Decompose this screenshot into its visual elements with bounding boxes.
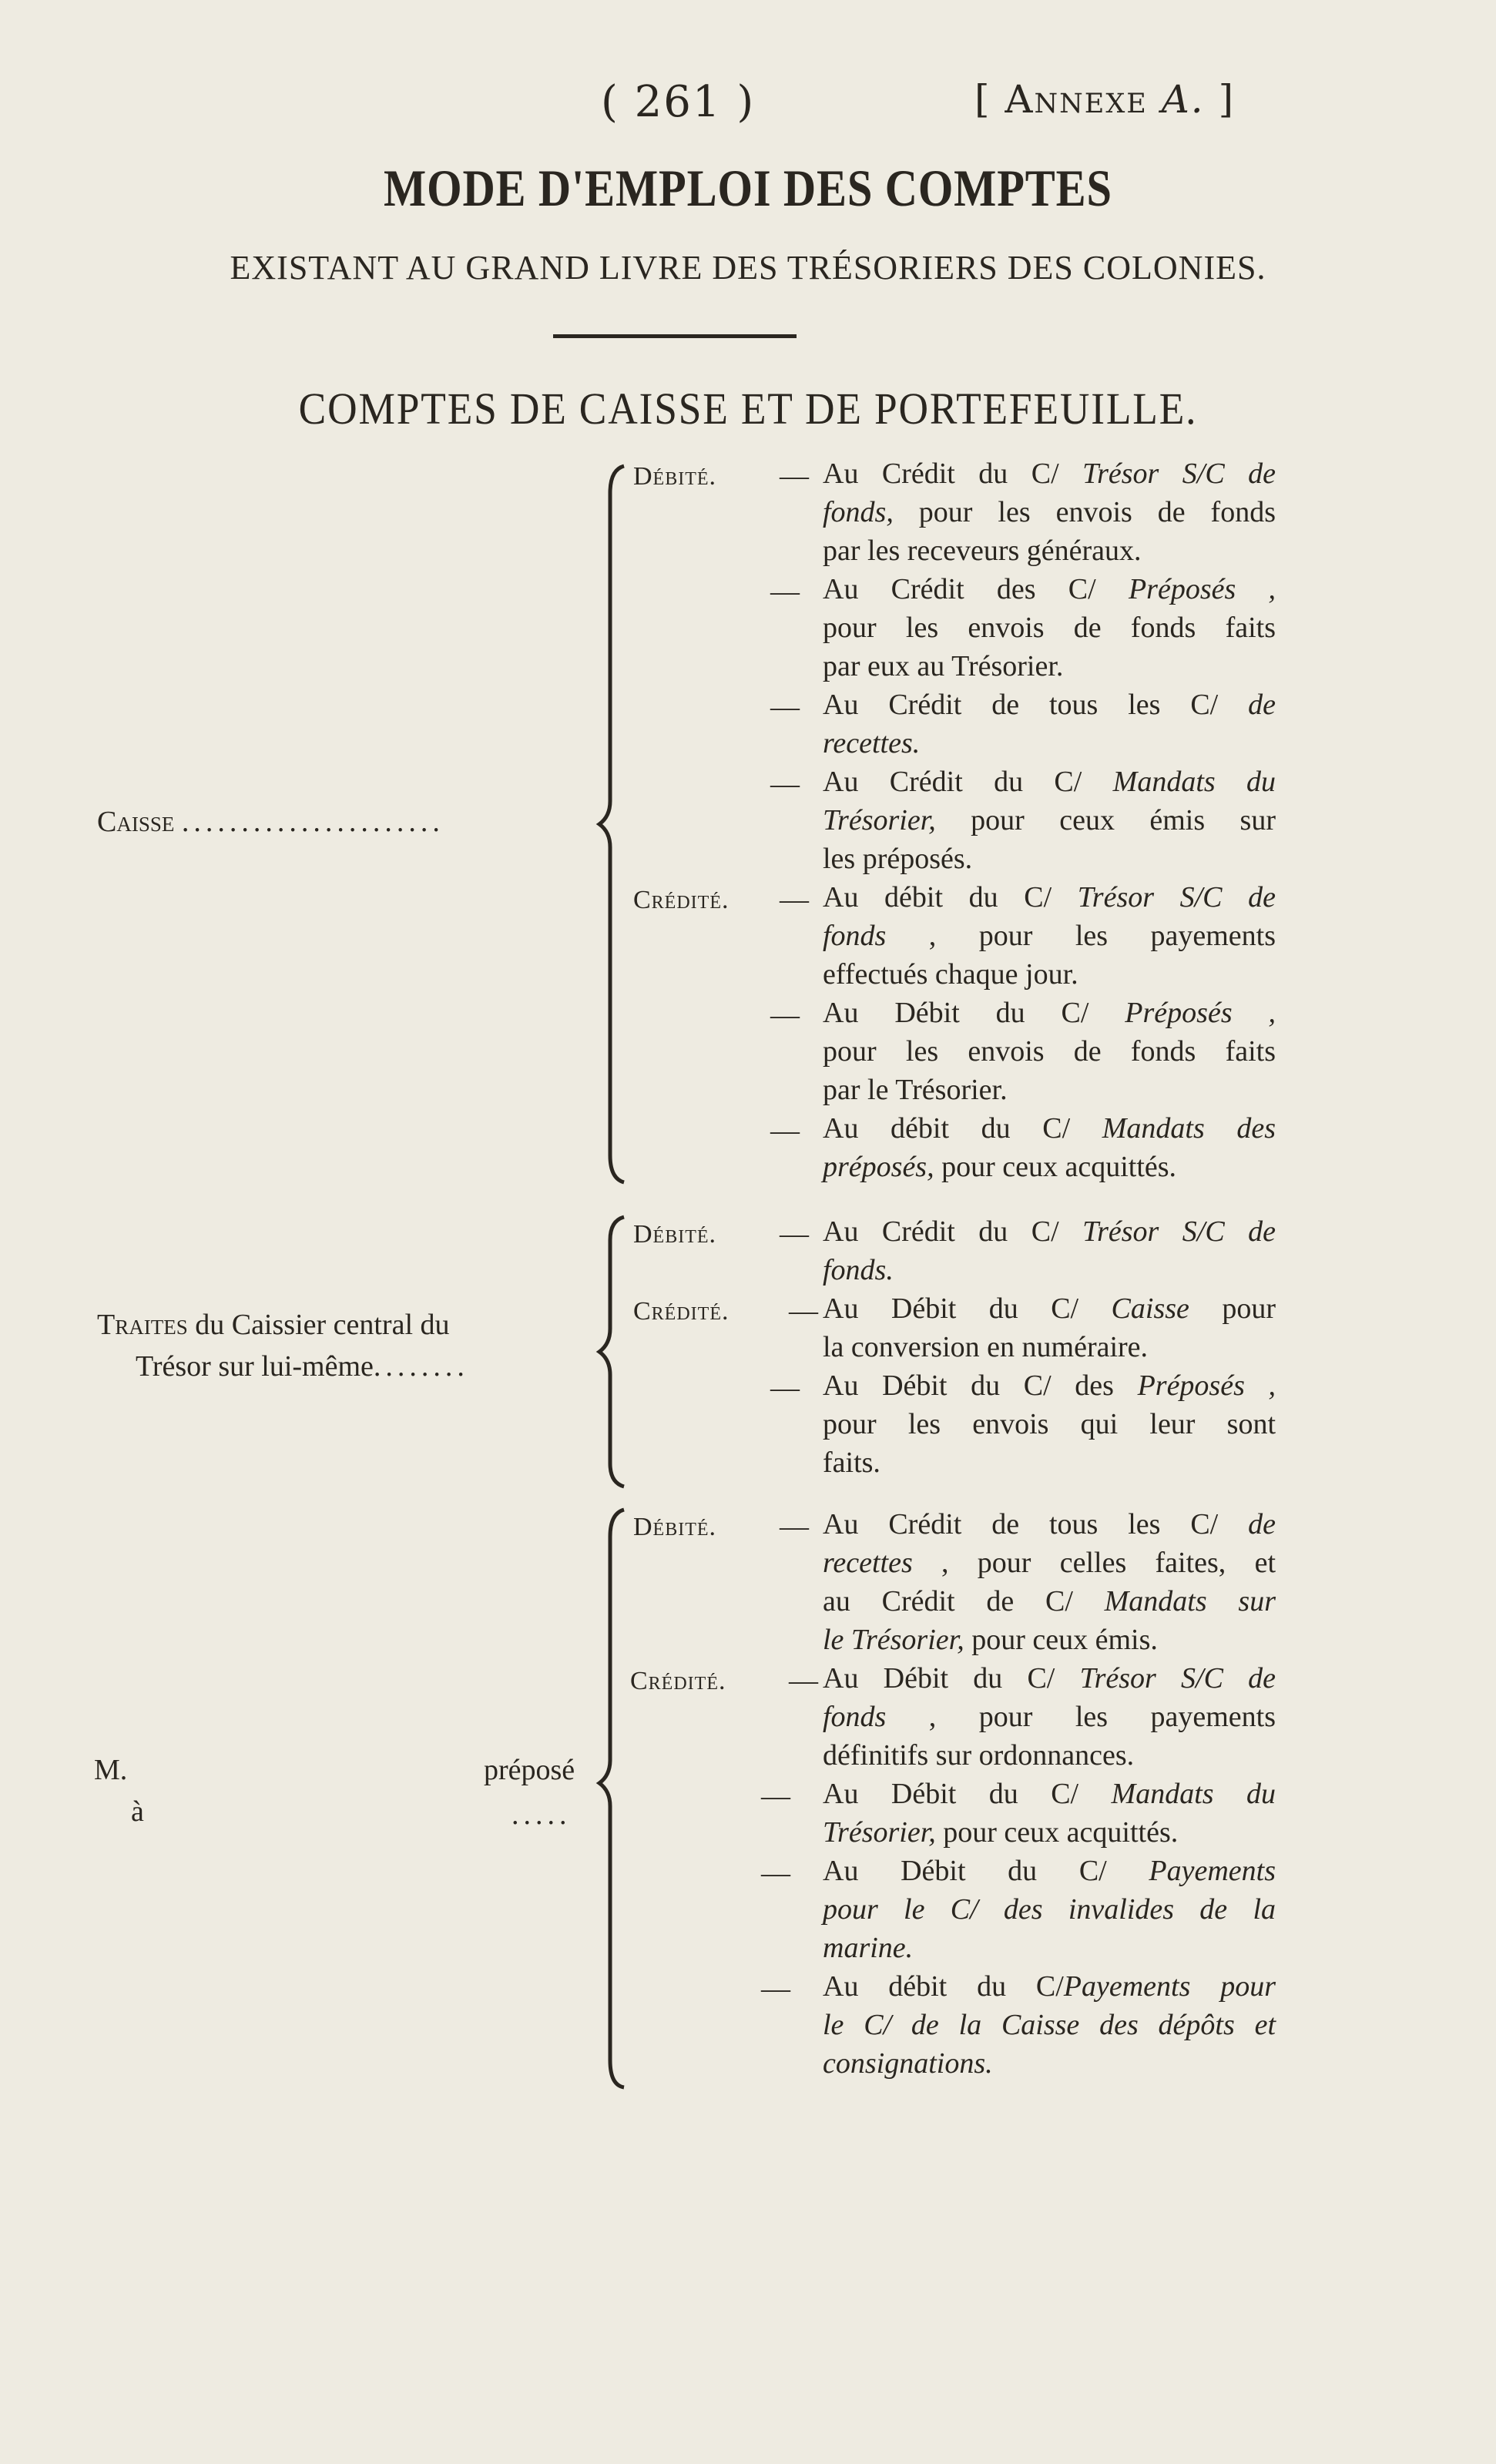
entry-traites-credit-2 [823,1366,1276,1482]
entry-italic: Trésor S/C de [1079,1662,1276,1695]
entry-italic: fonds, [823,496,894,528]
entry-line: les préposés. [823,843,973,875]
entry-line [823,2006,1276,2044]
entry-line [823,1582,1276,1621]
entry-text: pour ceux acquittés. [935,1816,1179,1849]
account-a-label: à [131,1795,144,1828]
subtitle: EXISTANT AU GRAND LIVRE DES TRÉSORIERS DES COLONIES. [230,249,1266,287]
entry-text: Au Débit du C/ des [823,1369,1138,1402]
entry-line [823,1251,1276,1289]
entry-line [823,1659,1276,1698]
entry-italic: Mandats sur [1104,1585,1276,1618]
entry-line [823,724,1276,763]
entry-text: Au Crédit des C/ [823,573,1129,605]
entry-caisse-credit-3 [823,1109,1276,1186]
dash: — [770,999,800,1031]
entry-italic: Trésor S/C de [1082,1215,1276,1248]
entry-line [823,1148,1276,1186]
entry-italic: Payements [1149,1855,1276,1887]
entry-line: pour les envois qui leur sont [823,1408,1276,1440]
annex-label [974,77,1235,122]
entry-line: faits. [823,1447,880,1479]
entry-line [823,801,1276,840]
dash: — [770,1372,800,1404]
dash: — [761,1780,790,1812]
traites-line2: Trésor sur lui-même [136,1350,374,1383]
entry-line [823,878,1276,917]
entry-m-credit-2 [823,1775,1276,1852]
page-number: ( 261 ) [601,77,756,127]
entry-m-credit-4 [823,1967,1276,2083]
entry-line [823,686,1276,724]
entry-line [823,1544,1276,1582]
entry-text: Au Débit du C/ [823,1662,1080,1695]
leader-dots: ...................... [181,806,444,838]
entry-caisse-debit-4 [823,763,1276,878]
entry-line [823,1289,1276,1328]
brace-m [593,1506,639,2091]
dash: — [770,691,800,723]
entry-line [823,454,1276,493]
dash: — [789,1295,818,1327]
entry-text: Au débit du C/ [823,881,1078,914]
dash: — [770,575,800,608]
dash: — [780,883,809,916]
entry-line [823,1775,1276,1813]
account-traites-label-1 [97,1308,450,1342]
entry-line [823,1890,1276,1929]
entry-line: par les receveurs généraux. [823,535,1142,567]
brace-caisse [593,462,639,1186]
entry-text: Au débit du C/ [823,1970,1064,2003]
entry-line: effectués chaque jour. [823,958,1078,991]
entry-italic: de [1248,689,1276,721]
entry-text: , pour les payements [886,920,1276,952]
entry-m-credit-1 [823,1659,1276,1775]
entry-caisse-debit-2 [823,570,1276,686]
entry-text: pour ceux émis. [964,1624,1158,1656]
entry-italic: recettes. [823,727,921,759]
entry-italic: Mandats du [1111,1778,1276,1810]
entry-text: Au débit du C/ [823,1112,1102,1145]
entry-italic: fonds [823,920,887,952]
entry-text: , pour les payements [886,1701,1276,1733]
debite-label: Débité. [633,462,717,491]
entry-italic: Trésor S/C de [1082,458,1276,490]
dash: — [780,1510,809,1543]
entry-line [823,2044,1276,2083]
entry-italic: Préposés , [1137,1369,1276,1402]
entry-italic: fonds [823,1701,887,1733]
brace-path [599,1510,624,2087]
entry-line: par eux au Trésorier. [823,650,1064,682]
entry-italic: le Trésorier, [823,1624,964,1656]
account-prepose-label: préposé [484,1754,575,1786]
brace-traites [593,1213,639,1490]
entry-caisse-credit-2 [823,994,1276,1109]
entry-line [823,1505,1276,1544]
dash: — [780,460,809,492]
debite-label: Débité. [633,1220,717,1249]
entry-italic: consignations. [823,2047,993,2080]
entry-italic: marine. [823,1932,914,1964]
leader-dots [512,1798,572,1832]
brace-path [599,1217,624,1487]
entry-line [823,1621,1276,1659]
entry-text: Au Crédit du C/ [823,458,1083,490]
annex-close: ] [1204,77,1236,122]
entry-caisse-debit-1 [823,454,1276,570]
entry-line [823,1109,1276,1148]
account-m-label: M. [94,1754,128,1786]
entry-italic: Payements pour [1063,1970,1276,2003]
traites-word: Traites [97,1309,188,1341]
entry-line [823,1813,1276,1852]
debite-label: Débité. [633,1513,717,1541]
title-divider [553,334,797,338]
entry-line [823,917,1276,955]
entry-line [823,763,1276,801]
entry-italic: fonds. [823,1254,894,1286]
entry-italic: Préposés , [1125,997,1276,1029]
dash: — [770,1115,800,1147]
entry-line [823,570,1276,608]
brace-path [599,466,624,1182]
dash: — [789,1664,818,1697]
entry-line [823,994,1276,1032]
entry-italic: recettes [823,1547,913,1579]
entry-line [823,1366,1276,1405]
entry-text: Au Débit du C/ [823,1292,1112,1325]
entry-italic: Caisse [1111,1292,1189,1325]
entry-text: pour ceux émis sur [935,804,1276,836]
account-caisse-label [97,805,444,839]
section-title: COMPTES DE CAISSE ET DE PORTEFEUILLE. [298,384,1198,434]
entry-line [823,1929,1276,1967]
entry-line [823,1698,1276,1736]
entry-line: pour les envois de fonds faits [823,612,1276,644]
main-title: MODE D'EMPLOI DES COMPTES [384,159,1112,217]
entry-text: Au Crédit de tous les C/ [823,689,1249,721]
entry-line [823,1852,1276,1890]
entry-italic: le C/ de la Caisse des dépôts et [823,2009,1276,2041]
annex-open: [ [974,77,1005,122]
entry-text: Au Débit du C/ [823,997,1125,1029]
dash: — [770,768,800,800]
traites-rest: du Caissier central du [187,1309,450,1341]
entry-italic: pour le C/ des invalides de la [823,1893,1276,1926]
entry-text: Au Débit du C/ [823,1778,1112,1810]
entry-italic: Trésorier, [823,1816,936,1849]
entry-line: par le Trésorier. [823,1074,1008,1106]
credite-label: Crédité. [633,886,730,914]
credite-label: Crédité. [630,1667,726,1695]
entry-text: Au Crédit du C/ [823,1215,1083,1248]
entry-text: pour [1189,1292,1276,1325]
leader-dots: ........ [373,1350,469,1383]
entry-line [823,493,1276,531]
entry-italic: Mandats des [1102,1112,1276,1145]
entry-italic: de [1248,1508,1276,1540]
annex-letter: A. [1161,77,1205,122]
entry-caisse-credit-1 [823,878,1276,994]
entry-m-credit-3 [823,1852,1276,1967]
dash: — [780,1218,809,1250]
entry-italic: Mandats du [1112,766,1276,798]
entry-text: pour ceux acquittés. [934,1151,1177,1183]
entry-line [823,1967,1276,2006]
entry-line: pour les envois de fonds faits [823,1035,1276,1068]
credite-label: Crédité. [633,1297,730,1326]
entry-text: pour les envois de fonds [893,496,1276,528]
leader-dots-text: ..... [512,1799,572,1831]
entry-text: au Crédit de C/ [823,1585,1105,1618]
dash: — [761,1973,790,2005]
entry-traites-credit-1 [823,1289,1276,1366]
annex-word: Annexe [1005,77,1148,122]
entry-m-debit-1 [823,1505,1276,1659]
entry-italic: Préposés , [1128,573,1276,605]
entry-traites-debit-1 [823,1212,1276,1289]
entry-italic: préposés, [823,1151,934,1183]
entry-line: définitifs sur ordonnances. [823,1739,1135,1772]
entry-text: Au Crédit de tous les C/ [823,1508,1249,1540]
entry-italic: Trésorier, [823,804,936,836]
entry-line: la conversion en numéraire. [823,1331,1149,1363]
entry-caisse-debit-3 [823,686,1276,763]
entry-text: , pour celles faites, et [912,1547,1276,1579]
dash: — [761,1857,790,1889]
entry-text: Au Débit du C/ [823,1855,1149,1887]
entry-line [823,1212,1276,1251]
entry-italic: Trésor S/C de [1077,881,1276,914]
account-traites-label-2 [136,1349,469,1383]
entry-text: Au Crédit du C/ [823,766,1113,798]
caisse-word: Caisse [97,806,175,838]
